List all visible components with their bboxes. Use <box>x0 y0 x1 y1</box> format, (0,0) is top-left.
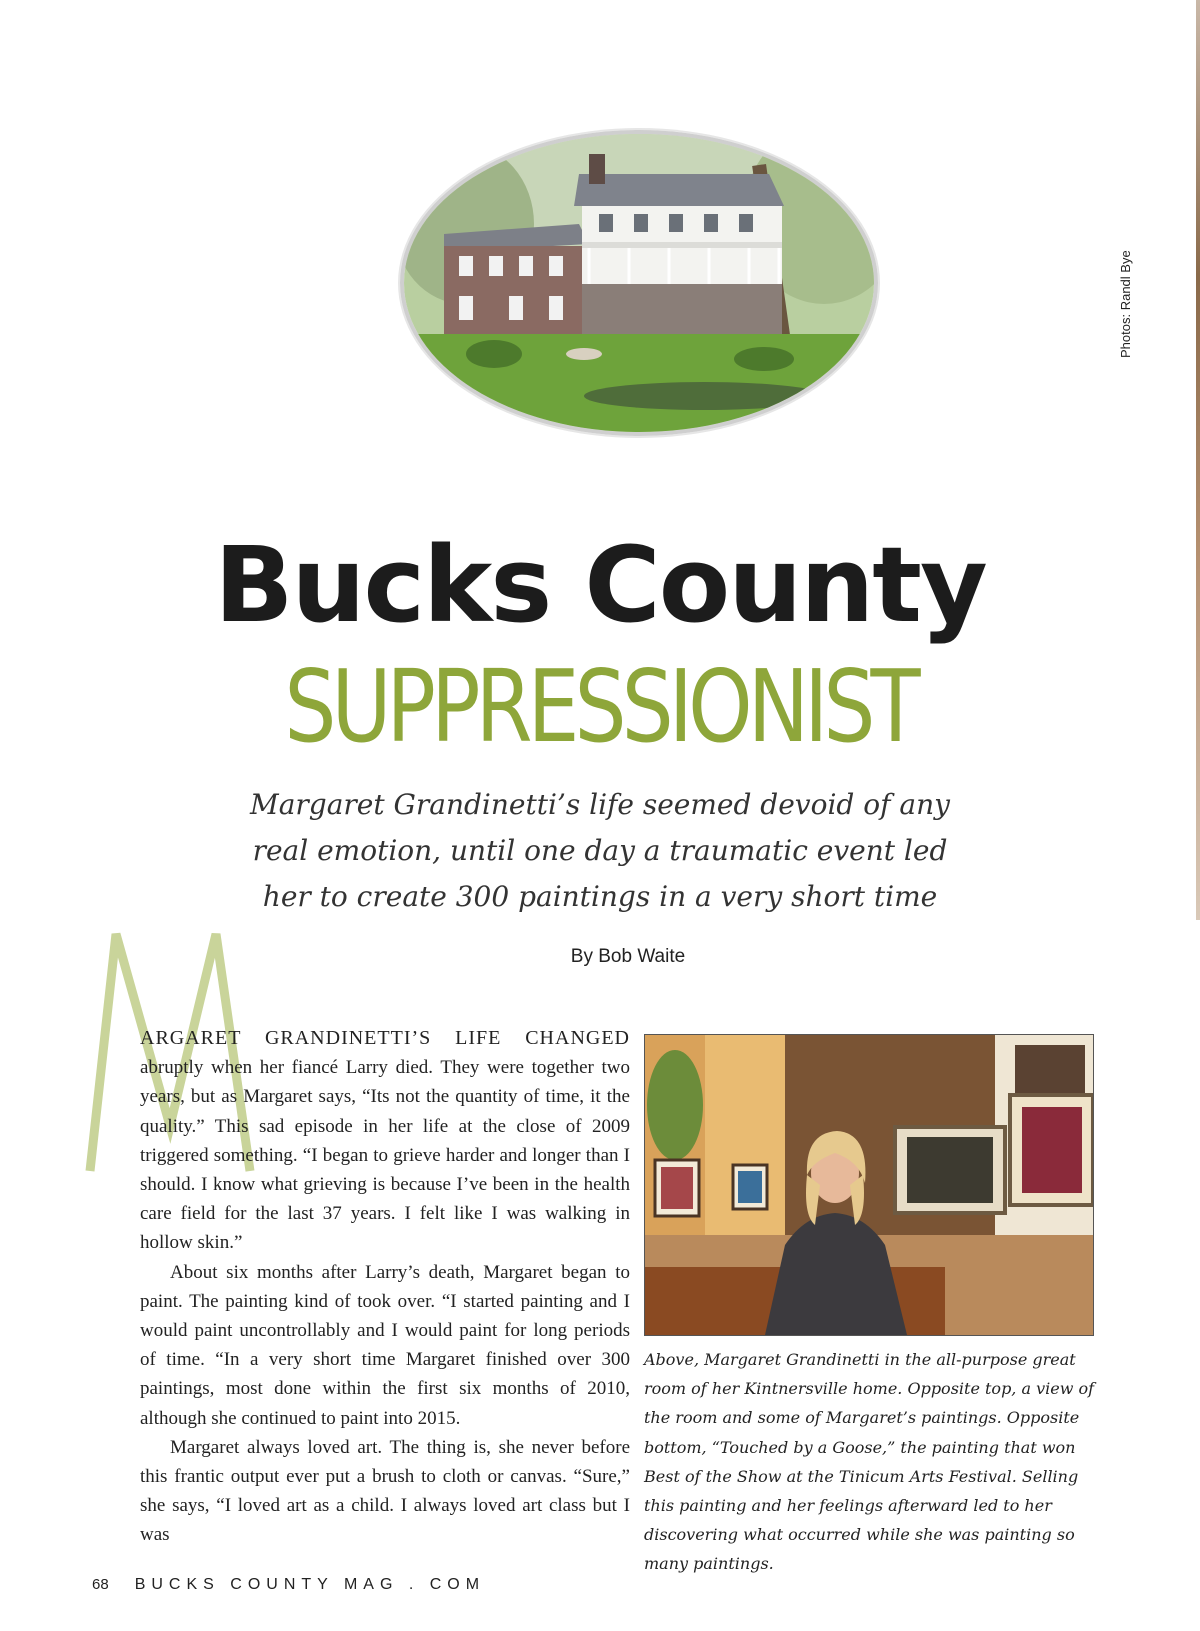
paragraph-1 <box>140 1024 630 1258</box>
house-photo <box>400 130 878 436</box>
page-number: 68 <box>92 1576 109 1593</box>
paragraph-2: About six months after Larry’s death, Margaret began to paint. The painting kind of took over. “I started painting and I would paint uncontrollably and I would paint for long periods of time. “In a very short time Margaret finished over 300 paintings, most done within the first six months of 2010, although she continued to paint into 2015. <box>140 1261 630 1429</box>
page-footer <box>92 1576 485 1600</box>
paragraph-3: Margaret always loved art. The thing is, she never before this frantic output ever put a brush to cloth or canvas. “Sure,” she says, “I loved art as a child. I always loved art class but I was <box>140 1436 630 1546</box>
adjacent-page-edge <box>1196 0 1200 920</box>
lead-in: ARGARET GRANDINETTI’S LIFE CHANGED <box>140 1027 630 1049</box>
photo-caption: Above, Margaret Grandinetti in the all-purpose great room of her Kintnersville home. Opposite top, a view of the room and some of Margaret’s paintings. Opposite bottom, “Touched by a Goose,” the painting that won Best of the Show at the Tinicum Arts Festival. Selling this painting and her feelings afterward led to her discovering what occurred while she was painting so many paintings. <box>644 1350 1095 1574</box>
footer-site: BUCKS COUNTY MAG . COM <box>134 1576 486 1593</box>
portrait-photo <box>644 1034 1094 1336</box>
article-deck: Margaret Grandinetti’s life seemed devoid of any real emotion, until one day a traumatic event led her to create 300 paintings in a very short time <box>250 788 950 913</box>
photo-credit: Photos: Randl Bye <box>1118 250 1133 358</box>
article-body <box>140 1024 630 1550</box>
headline-line-1: Bucks County <box>214 524 986 646</box>
paragraph-1-text: abruptly when her fiancé Larry died. They were together two years, but as Margaret says, “Its not the quantity of time, it the quality.” This sad episode in her life at the close of 2009 triggered something. “I began to grieve harder and longer than I should. I know what grieving is because I’ve been in the health care field for the last 37 years. I felt like I was walking in hollow skin.” <box>140 1057 630 1254</box>
byline: By Bob Waite <box>570 946 686 967</box>
headline-line-2: SUPPRESSIONIST <box>284 648 916 765</box>
